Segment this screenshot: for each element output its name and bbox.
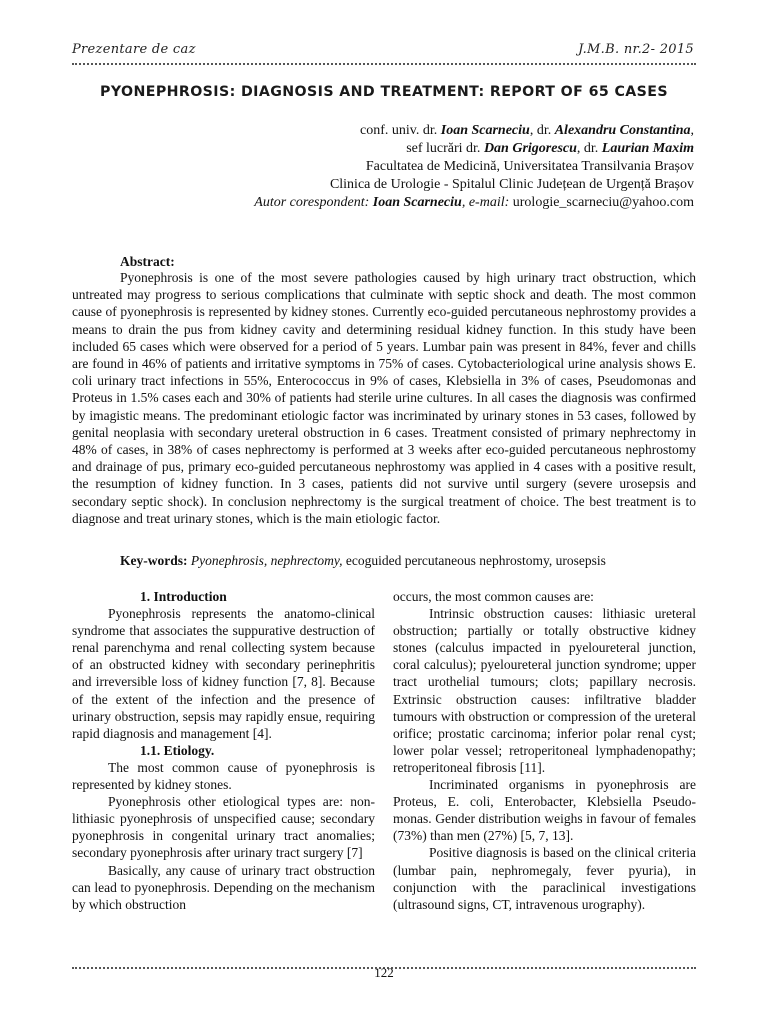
keywords-label: Key-words: <box>120 553 191 568</box>
keywords-italic: Pyonephrosis, nephrectomy, <box>190 553 343 568</box>
author-title: , dr. <box>576 141 602 156</box>
journal-issue-label: J.M.B. nr.2- 2015 <box>578 42 694 57</box>
paragraph: Intrinsic obstruction causes: lithiasic ureteral obstruction; partially or totally obstructive kidney stones (calculus impacted in pyeloureteral junction, coral calculus); pyeloureteral junction syndrome; upper tract urothelial tumours; clots; papillary necrosis. Extrinsic obstruction causes: infiltrative bladder tumours with obstruction or compression of the ureteral orifice; prostatic carcinoma; inferior polar renal cyst; lower polar vessel; retroperitoneal lymphadenopathy; retroperitoneal fibrosis [11]. <box>393 606 696 775</box>
paragraph: Incriminated organisms in pyonephrosis are Proteus, E. coli, Enterobacter, Klebsiella Pseudo-monas. Gender distribution weighs in favour of females (73%) than men (27%) [5, 7, 13]. <box>393 777 696 844</box>
corr-email-label: , e-mail: <box>461 195 513 210</box>
author-title: conf. univ. dr. <box>360 123 441 138</box>
paragraph: The most common cause of pyonephrosis is represented by kidney stones. <box>72 759 375 793</box>
author-title: , dr. <box>529 123 555 138</box>
abstract-heading: Abstract: <box>120 254 175 269</box>
section-heading-etiology: 1.1. Etiology. <box>140 742 215 758</box>
punctuation: , <box>690 123 694 138</box>
author-line-1 <box>254 122 694 140</box>
keywords-rest: ecoguided percutaneous nephrostomy, urosepsis <box>342 553 606 568</box>
author-name: Laurian Maxim <box>601 141 694 156</box>
paragraph: Basically, any cause of urinary tract obstruction can lead to pyonephrosis. Depending on the mechanism by which obstruction <box>72 862 375 912</box>
corresponding-author <box>254 194 694 212</box>
corr-label: Autor corespondent: <box>254 195 373 210</box>
author-block <box>254 122 694 212</box>
abstract-text: Pyonephrosis is one of the most severe pathologies caused by high urinary tract obstruction, which untreated may progress to serious complications that culminate with septic shock and death. The most common cause of pyonephrosis is represented by kidney stones. Currently eco-guided percutaneous nephrostomy provides a means to drain the pus from kidney cavity and determining residual kidney function. In this study have been included 65 cases which were observed for a period of 5 years. Lumbar pain was present in 84%, fever and chills are found in 46% of patients and irritative symptoms in 75% of cases. Cytobacteriological urine analysis shows E. coli urinary tract infections in 55%, Enterococcus in 9% of cases, Klebsiella in 3% of cases, Pseudomonas and Proteus in 1.5% cases each and 30% of patients had sterile urine cultures. In all cases the diagnosis was confirmed by imagistic means. The predominant etiologic factor was incriminated by urinary stones in 53 cases, followed by genital neoplasia with secondary ureteral obstruction in 6 cases. Treatment consisted of primary nephrectomy in 48% of cases, in 38% of cases nephrectomy is performed at 3 weeks after eco-guided percutaneous nephrostomy and drainage of pus, primary eco-guided percutaneous nephrostomy was applied in 4 cases with a positive result, the resumption of kidney function. In 3 cases, patients did not survive until surgery (severe urosepsis and secondary septic shock). In conclusion nephrectomy is the surgical treatment of choice. The best treatment is to diagnose and treat urinary stones, which is the main etiologic factor. <box>72 270 696 526</box>
paragraph: Positive diagnosis is based on the clinical criteria (lumbar pain, nephromegaly, fever pyuria), in conjunction with the paraclinical investigations (ultrasound signs, CT, intravenous urography). <box>393 845 696 912</box>
corr-name: Ioan Scarneciu <box>372 195 462 210</box>
paragraph: occurs, the most common causes are: <box>393 589 594 604</box>
journal-section-label: Prezentare de caz <box>72 42 196 57</box>
paragraph: Pyonephrosis other etiological types are: non-lithiasic pyonephrosis of unspecified cause; secondary pyonephrosis in congenital urinary tract anomalies; secondary pyonephrosis after urinary tract surgery [7] <box>72 794 375 861</box>
author-name: Ioan Scarneciu <box>440 123 530 138</box>
section-heading-introduction: 1. Introduction <box>140 589 227 604</box>
page-number: 122 <box>374 965 394 980</box>
header-divider <box>72 63 696 65</box>
author-line-2 <box>254 140 694 158</box>
abstract-body <box>72 269 696 527</box>
paragraph: Pyonephrosis represents the anatomo-clinical syndrome that associates the suppurative destruction of renal parenchyma and renal collecting system because of an obstructed kidney with secondary perinephritis and irreversible loss of kidney function [7, 8]. Because of the extent of the infection and the presence of urinary obstruction, sepsis may rapidly ensue, requiring rapid diagnosis and management [4]. <box>72 606 375 741</box>
affiliation-faculty: Facultatea de Medicină, Universitatea Transilvania Brașov <box>365 159 694 174</box>
author-name: Dan Grigorescu <box>483 141 577 156</box>
author-name: Alexandru Constantina <box>554 123 691 138</box>
keywords-line <box>120 553 606 569</box>
paper-title: PYONEPHROSIS: DIAGNOSIS AND TREATMENT: REPORT OF 65 CASES <box>100 84 668 100</box>
left-column <box>72 588 375 913</box>
author-title: sef lucrări dr. <box>406 141 484 156</box>
right-column <box>393 588 696 913</box>
affiliation-clinic: Clinica de Urologie - Spitalul Clinic Județean de Urgență Brașov <box>329 177 694 192</box>
corr-email[interactable]: urologie_scarneciu@yahoo.com <box>512 195 694 210</box>
